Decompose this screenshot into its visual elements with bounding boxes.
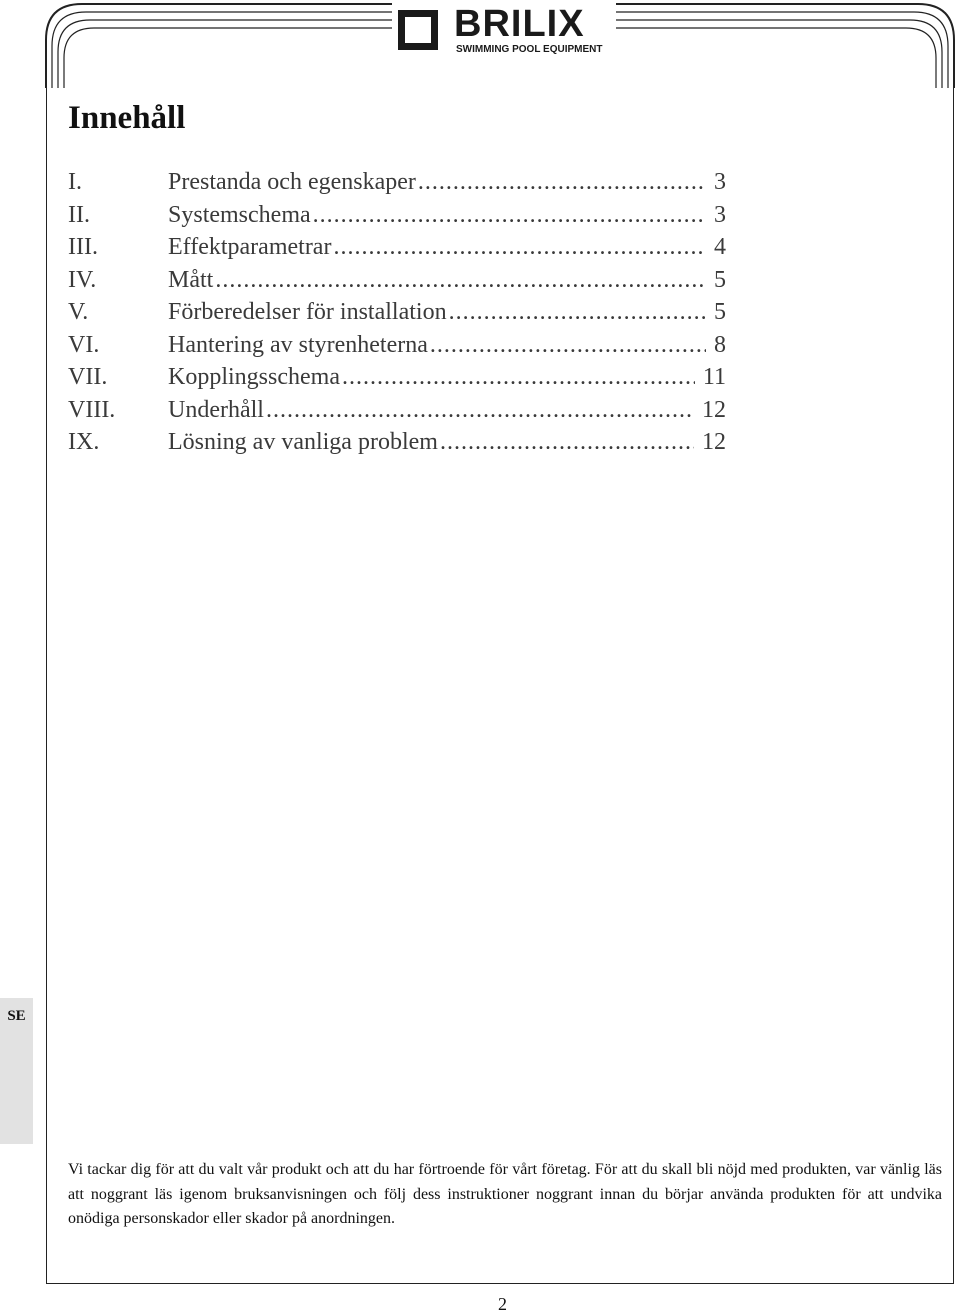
toc-item-label: Prestanda och egenskaper [168, 169, 416, 195]
toc-item[interactable] [68, 264, 728, 297]
toc-item-label: Underhåll [168, 396, 264, 423]
toc-dot-leader [440, 426, 694, 458]
toc-item-label: Mått [168, 266, 214, 293]
logo-wordmark: BRILIX [454, 3, 585, 45]
toc-item-label: Systemschema [168, 201, 311, 228]
toc-item-number: V. [68, 299, 89, 325]
toc-item-page: 12 [702, 396, 726, 423]
toc-item-page: 5 [714, 266, 726, 293]
toc-title: Innehåll [68, 100, 186, 136]
toc-item-label: Effektparametrar [168, 234, 332, 260]
toc-dot-leader [266, 394, 694, 426]
toc-item-number: VI. [68, 331, 100, 358]
toc-item[interactable] [68, 231, 728, 264]
page-number: 2 [498, 1294, 507, 1314]
toc-item-number: IX. [68, 429, 100, 455]
toc-item-number: IV. [68, 266, 97, 293]
toc-dot-leader [313, 199, 706, 231]
toc-item-page: 12 [702, 429, 726, 455]
toc-item-number: VII. [68, 364, 108, 390]
toc-dot-leader [333, 231, 706, 263]
toc-item[interactable] [68, 361, 728, 394]
toc-item-label: Lösning av vanliga problem [168, 429, 438, 455]
logo-tagline: SWIMMING POOL EQUIPMENT [456, 44, 603, 55]
toc-item-page: 11 [702, 364, 726, 390]
brand-logo [392, 4, 616, 60]
toc-dot-leader [418, 166, 706, 198]
table-of-contents [68, 166, 728, 459]
toc-item-number: II. [68, 201, 90, 228]
intro-paragraph: Vi tackar dig för att du valt vår produkt och att du har förtroende för vårt företag. För att du skall bli nöjd med produkten, var vänlig läs att noggrant läs igenom bruksanvisningen och följ dess instruktioner noggrant innan du börjar använda produkten för att undvika onödiga personskador eller skador på anordningen. [68, 1161, 942, 1227]
toc-item-number: III. [68, 234, 98, 260]
toc-item-number: I. [68, 169, 82, 195]
toc-item[interactable] [68, 394, 728, 427]
toc-item-label: Kopplingsschema [168, 364, 340, 390]
toc-item-label: Förberedelser för installation [168, 299, 447, 325]
toc-item[interactable] [68, 296, 728, 329]
language-tab-label: SE [7, 1008, 26, 1024]
toc-item-number: VIII. [68, 396, 116, 423]
toc-item-page: 3 [714, 201, 726, 228]
toc-dot-leader [215, 264, 706, 296]
toc-item[interactable] [68, 426, 728, 459]
toc-dot-leader [449, 296, 706, 328]
logo-square-icon [398, 10, 438, 50]
toc-item-page: 3 [714, 169, 726, 195]
toc-item-page: 4 [714, 234, 726, 260]
toc-item[interactable] [68, 329, 728, 362]
toc-item-label: Hantering av styrenheterna [168, 331, 428, 358]
toc-dot-leader [430, 329, 706, 361]
toc-item[interactable] [68, 166, 728, 199]
toc-item-page: 8 [714, 331, 726, 358]
language-tab [0, 998, 33, 1144]
toc-item[interactable] [68, 199, 728, 232]
toc-item-page: 5 [714, 299, 726, 325]
toc-dot-leader [342, 361, 695, 393]
